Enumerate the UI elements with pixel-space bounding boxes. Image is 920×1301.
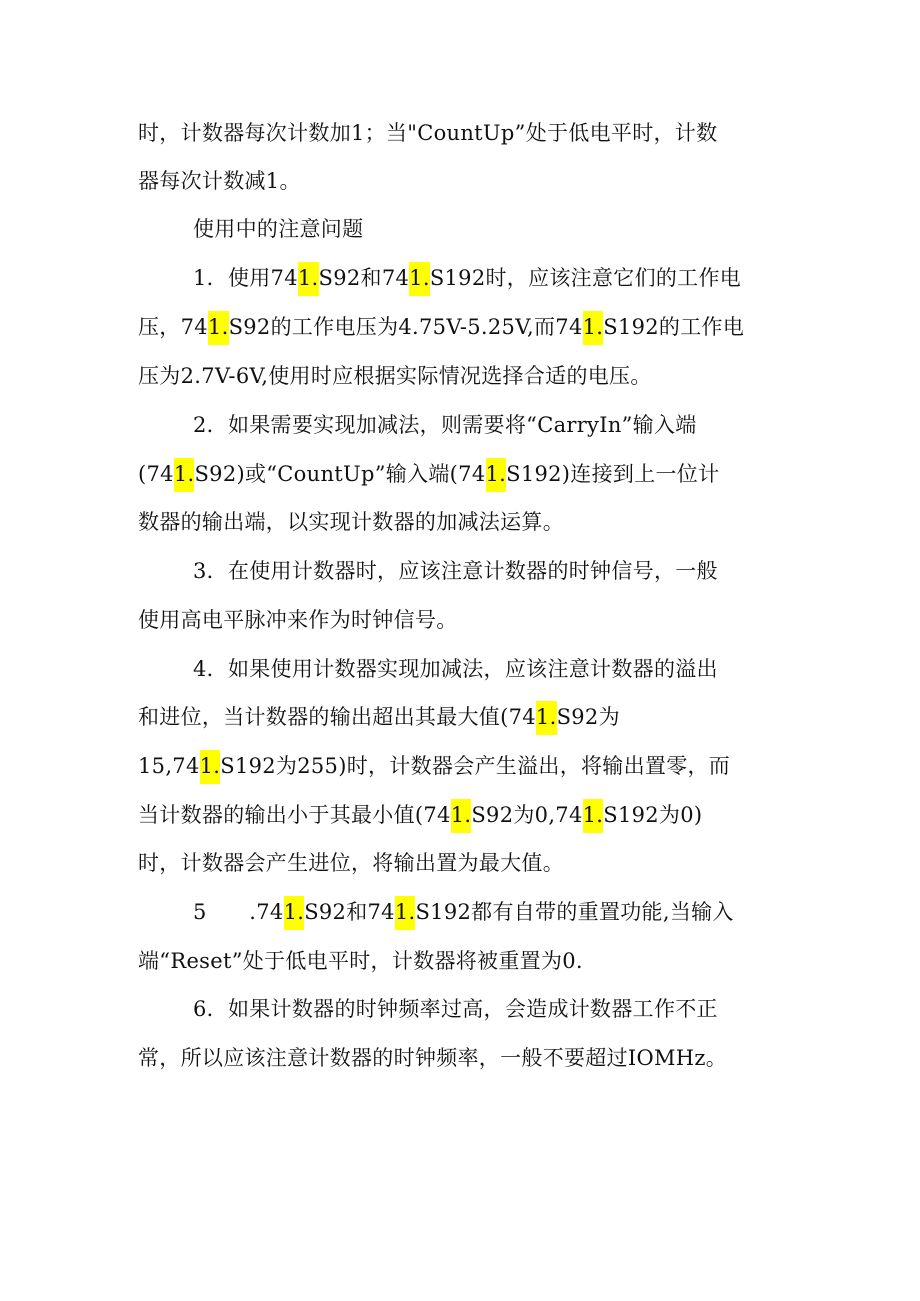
item-6-line-2: 常，所以应该注意计数器的时钟频率，一般不要超过IOMHz。 (138, 1046, 728, 1070)
highlight: 1. (298, 262, 319, 296)
item-4-line-3: 15,741.S192为255)时，计数器会产生溢出，将输出置零，而 (138, 747, 730, 785)
highlight: 1. (409, 262, 430, 296)
item-5-line-2: 端“Reset”处于低电平时，计数器将被重置为0. (138, 949, 583, 973)
item-1-line-1: 1．使用741.S92和741.S192时，应该注意它们的工作电 (193, 259, 741, 297)
highlight: 1. (583, 799, 604, 833)
item-3-line-1: 3．在使用计数器时，应该注意计数器的时钟信号，一般 (193, 559, 718, 583)
highlight: 1. (208, 311, 229, 345)
item-4-line-5: 时，计数器会产生进位，将输出置为最大值。 (138, 851, 564, 875)
text-line: 时，计数器每次计数加1；当"CountUp”处于低电平时，计数 (138, 121, 718, 145)
item-2-line-3: 数器的输出端，以实现计数器的加减法运算。 (138, 510, 564, 534)
item-2-line-2: (741.S92)或“CountUp”输入端(741.S192)连接到上一位计 (138, 455, 719, 493)
highlight: 1. (451, 799, 472, 833)
item-2-line-1: 2．如果需要实现加减法，则需要将“CarryIn”输入端 (193, 413, 697, 437)
item-4-line-4: 当计数器的输出小于其最小值(741.S92为0,741.S192为0) (138, 796, 702, 834)
item-6-line-1: 6．如果计数器的时钟频率过高，会造成计数器工作不正 (193, 997, 718, 1021)
highlight: 1. (284, 896, 305, 930)
item-4-line-2: 和进位，当计数器的输出超出其最大值(741.S92为 (138, 698, 620, 736)
highlight: 1. (486, 458, 507, 492)
section-heading: 使用中的注意问题 (193, 217, 364, 241)
highlight: 1. (174, 458, 195, 492)
highlight: 1. (536, 701, 557, 735)
highlight: 1. (395, 896, 416, 930)
highlight: 1. (583, 311, 604, 345)
item-5-line-1: 5 .741.S92和741.S192都有自带的重置功能,当输入 (193, 893, 734, 931)
item-3-line-2: 使用高电平脉冲来作为时钟信号。 (138, 608, 458, 632)
highlight: 1. (200, 750, 221, 784)
item-1-line-2: 压，741.S92的工作电压为4.75V-5.25V,而741.S192的工作电 (138, 308, 744, 346)
text-line: 器每次计数减1。 (138, 169, 301, 193)
item-4-line-1: 4．如果使用计数器实现加减法，应该注意计数器的溢出 (193, 657, 718, 681)
item-1-line-3: 压为2.7V-6V,使用时应根据实际情况选择合适的电压。 (138, 364, 652, 388)
